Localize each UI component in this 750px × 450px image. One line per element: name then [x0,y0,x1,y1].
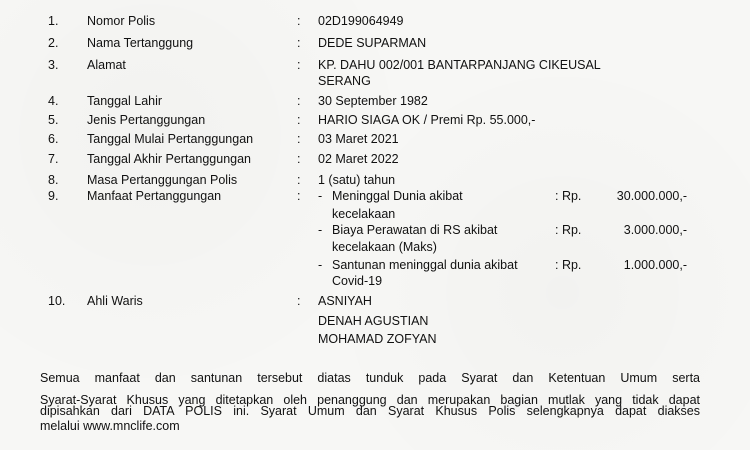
benefit-amount: 1.000.000,- [623,258,687,272]
item-label: Tanggal Akhir Pertanggungan [87,152,252,166]
benefit-currency: : Rp. [555,258,582,272]
terms-note-line-3: dipisahkan dari DATA POLIS ini. Syarat Umum dan Syarat Khusus Polis selengkapnya dapat diakses [40,404,700,418]
item-colon: : [297,58,301,72]
end-date-value: 02 Maret 2022 [318,152,399,166]
benefit-description-line: Biaya Perawatan di RS akibat [332,223,498,237]
item-colon: : [297,173,301,187]
policy-number-value: 02D199064949 [318,14,404,28]
benefit-bullet: - [318,258,323,272]
start-date-value: 03 Maret 2021 [318,132,399,146]
item-colon: : [297,132,301,146]
benefit-bullet: - [318,223,323,237]
item-label: Nama Tertanggung [87,36,194,50]
address-line-2: SERANG [318,74,371,88]
terms-note-line-4: melalui www.mnclife.com [40,419,180,433]
heir-name-1: ASNIYAH [318,294,372,308]
benefit-currency: : Rp. [555,223,582,237]
item-label: Masa Pertanggungan Polis [87,173,238,187]
item-colon: : [297,294,301,308]
item-number: 9. [48,189,59,203]
item-number: 8. [48,173,59,187]
item-number: 6. [48,132,59,146]
benefit-description-line: kecelakaan [332,207,396,221]
benefit-description-line: Covid-19 [332,274,383,288]
item-colon: : [297,189,301,203]
item-colon: : [297,94,301,108]
benefit-amount: 30.000.000,- [616,189,687,203]
benefit-amount: 3.000.000,- [623,223,687,237]
item-number: 1. [48,14,59,28]
item-colon: : [297,113,301,127]
address-line-1: KP. DAHU 002/001 BANTARPANJANG CIKEUSAL [318,58,601,72]
item-number: 2. [48,36,59,50]
item-number: 10. [48,294,66,308]
benefit-description-line: Meninggal Dunia akibat [332,189,463,203]
item-label: Nomor Polis [87,14,156,28]
heir-name-2: DENAH AGUSTIAN [318,314,429,328]
item-number: 5. [48,113,59,127]
terms-note-line-2: Syarat-Syarat Khusus yang ditetapkan oleh penanggung dan merupakan bagian mutlak yang tidak dapat [40,393,700,407]
item-label: Jenis Pertanggungan [87,113,206,127]
item-colon: : [297,152,301,166]
birth-date-value: 30 September 1982 [318,94,428,108]
item-colon: : [297,14,301,28]
item-number: 3. [48,58,59,72]
policy-period-value: 1 (satu) tahun [318,173,396,187]
item-label: Tanggal Lahir [87,94,163,108]
coverage-type-value: HARIO SIAGA OK / Premi Rp. 55.000,- [318,113,536,127]
item-colon: : [297,36,301,50]
benefit-description-line: Santunan meninggal dunia akibat [332,258,518,272]
benefit-description-line: kecelakaan (Maks) [332,240,437,254]
heir-name-3: MOHAMAD ZOFYAN [318,332,437,346]
item-label: Ahli Waris [87,294,143,308]
item-label: Manfaat Pertanggungan [87,189,222,203]
item-label: Alamat [87,58,126,72]
benefit-currency: : Rp. [555,189,582,203]
insured-name-value: DEDE SUPARMAN [318,36,427,50]
benefit-bullet: - [318,189,323,203]
item-number: 4. [48,94,59,108]
item-number: 7. [48,152,59,166]
item-label: Tanggal Mulai Pertanggungan [87,132,254,146]
terms-note-line-1: Semua manfaat dan santunan tersebut diatas tunduk pada Syarat dan Ketentuan Umum serta [40,371,700,385]
